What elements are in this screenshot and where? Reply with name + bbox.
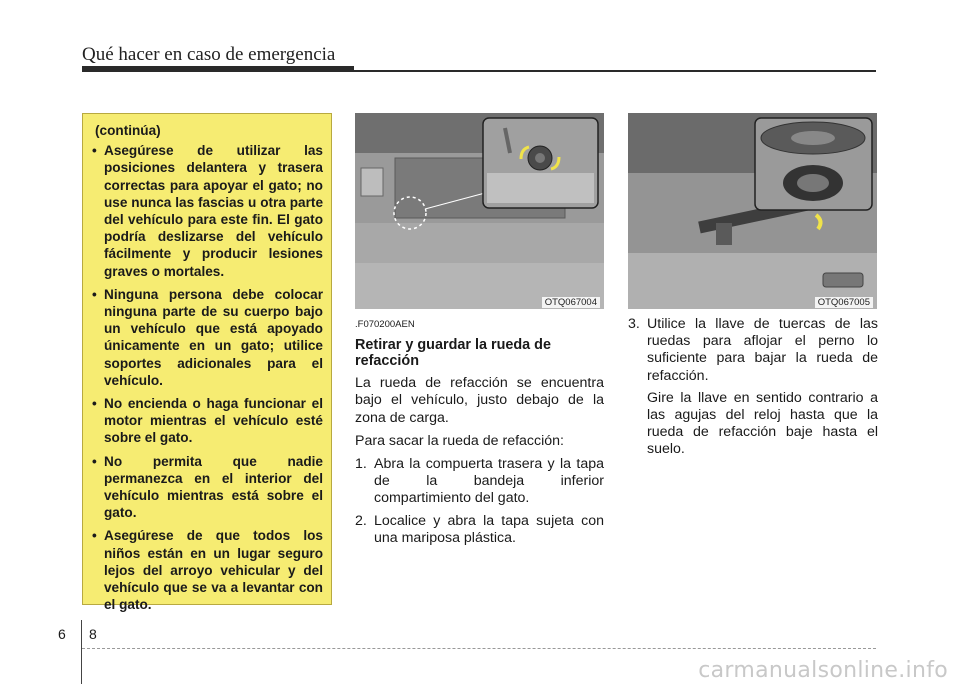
page-header-title: Qué hacer en caso de emergencia [82, 44, 336, 65]
warning-item: • Asegúrese de que todos los niños están en un lugar seguro lejos del arroyo vehicular y del vehículo que se va a levantar con el gato. [92, 528, 323, 613]
header-rule-thick [82, 66, 354, 72]
warning-continued: (continúa) [95, 123, 161, 138]
bullet-icon: • [92, 528, 97, 544]
watermark: carmanualsonline.info [698, 658, 948, 683]
step-3: 3. Utilice la llave de tuercas de las ruedas para aflojar el perno lo suficiente para bajar la rueda de refacción. [628, 316, 878, 384]
warning-list [91, 142, 323, 613]
right-column [628, 316, 878, 459]
cargo-cover-illustration [355, 113, 604, 309]
header-rule-thin [354, 70, 876, 72]
warning-item: • No permita que nadie permanezca en el interior del vehículo mientras está sobre el gato. [92, 453, 323, 521]
step-1: 1. Abra la compuerta trasera y la tapa de la bandeja inferior compartimiento del gato. [355, 456, 604, 507]
middle-column [355, 316, 604, 552]
figure-code-label: OTQ067005 [815, 297, 873, 308]
paragraph: La rueda de refacción se encuentra bajo el vehículo, justo debajo de la zona de carga. [355, 375, 604, 426]
bullet-icon: • [92, 143, 97, 159]
step-2: 2. Localice y abra la tapa sujeta con una mariposa plástica. [355, 512, 604, 546]
figure-spare-wheel [628, 113, 877, 309]
figure-cargo-cover [355, 113, 604, 309]
warning-item: • Asegúrese de utilizar las posiciones delantera y trasera correctas para apoyar el gato; no use nunca las fascias u otra parte del vehículo para este fin. El gato podría deslizarse del vehículo fácilmente y producir lesiones graves o mortales. [92, 143, 323, 279]
page-section-number: 6 [58, 626, 66, 642]
bullet-icon: • [92, 453, 97, 469]
figure-code-label: OTQ067004 [542, 297, 600, 308]
section-code: .F070200AEN [355, 319, 415, 330]
paragraph: Para sacar la rueda de refacción: [355, 432, 564, 449]
warning-item: • Ninguna persona debe colocar ninguna parte de su cuerpo bajo un vehículo que está apoyado únicamente en un gato; utilice soportes adicionales para el vehículo. [92, 286, 323, 388]
bullet-icon: • [92, 396, 97, 412]
step-3-note: Gire la llave en sentido contrario a las agujas del reloj hasta que la rueda de refacción baje hasta el suelo. [647, 389, 878, 458]
warning-item: • No encienda o haga funcionar el motor mientras el vehículo esté sobre el gato. [92, 396, 323, 446]
section-title: Retirar y guardar la rueda de refacción [355, 337, 551, 370]
footer-rule [82, 648, 876, 650]
bullet-icon: • [92, 286, 97, 302]
warning-box [82, 113, 332, 613]
page-number: 8 [89, 626, 97, 642]
spare-wheel-illustration [628, 113, 877, 309]
page-number-separator [81, 620, 82, 684]
